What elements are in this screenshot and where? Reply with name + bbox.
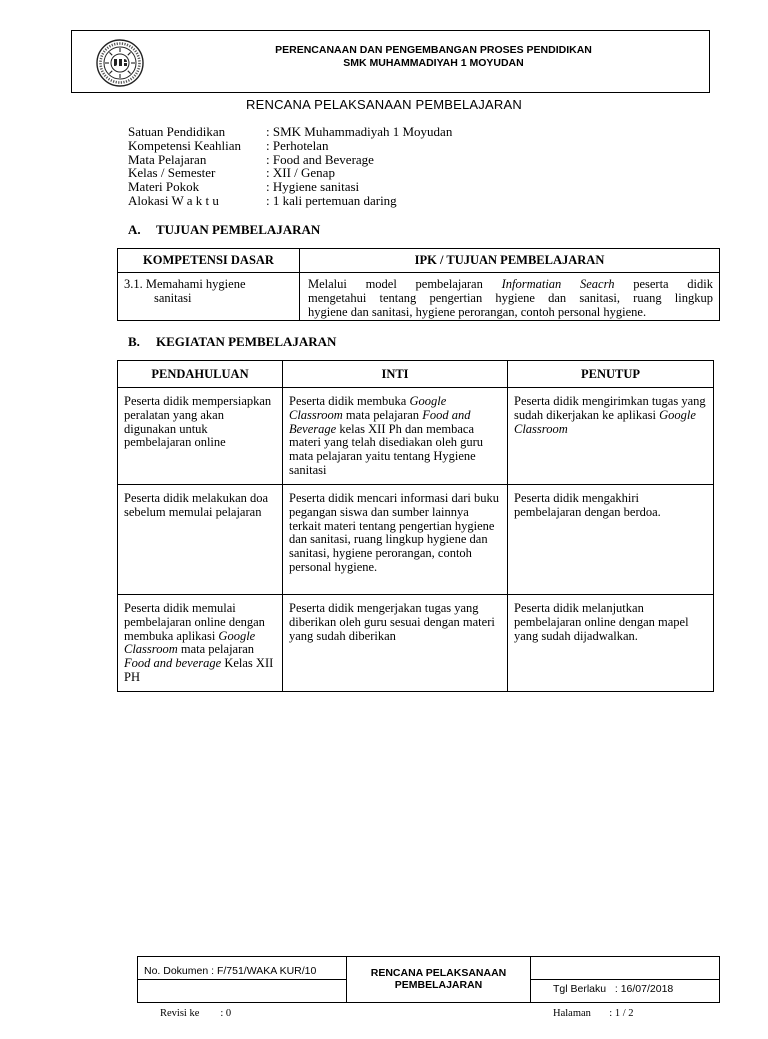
footer-revisi: Revisi ke : 0	[160, 1008, 232, 1019]
info-label: Mata Pelajaran	[128, 151, 207, 167]
table-row	[118, 273, 720, 321]
column-header-kompetensi: KOMPETENSI DASAR	[118, 249, 300, 273]
pendahuluan-cell: Peserta didik mempersiapkan peralatan yang akan digunakan untuk pembelajaran online	[118, 388, 283, 485]
header-line-1: PERENCANAAN DAN PENGEMBANGAN PROSES PENDIDIKAN	[275, 44, 592, 56]
ipk-line-2: mengetahui tentang pengertian hygiene dan sanitasi, ruang lingkup	[308, 291, 713, 305]
info-value: : Perhotelan	[266, 137, 329, 153]
info-label: Alokasi W a k t u	[128, 192, 219, 208]
section-b-title: KEGIATAN PEMBELAJARAN	[156, 334, 337, 349]
inti-text: kelas XII Ph dan membaca materi yang telah disediakan oleh guru mata pelajaran yaitu tentang Hygiene sanitasi	[289, 421, 484, 477]
table-header-row	[118, 249, 720, 273]
header-line-2: SMK MUHAMMADIYAH 1 MOYUDAN	[343, 57, 524, 69]
footer-halaman-cell	[531, 980, 719, 1019]
info-label: Kompetensi Keahlian	[128, 137, 241, 153]
inti-cell	[283, 388, 508, 485]
info-value: : Hygiene sanitasi	[266, 179, 360, 195]
ipk-text-1c: peserta didik	[614, 277, 713, 291]
ipk-cell	[300, 273, 720, 321]
column-header-pendahuluan: PENDAHULUAN	[118, 361, 283, 388]
kd-text-2: sanitasi	[154, 291, 192, 305]
inti-text: Peserta didik membuka	[289, 394, 410, 408]
tujuan-table	[117, 248, 720, 321]
document-footer	[137, 956, 720, 1019]
document-title: RENCANA PELAKSANAAN PEMBELAJARAN	[246, 97, 522, 112]
section-a-title: TUJUAN PEMBELAJARAN	[156, 222, 321, 237]
penutup-cell: Peserta didik melanjutkan pembelajaran online dengan mapel yang sudah dijadwalkan.	[508, 595, 714, 692]
pend-text: mata pelajaran	[177, 642, 255, 657]
footer-title-1: RENCANA PELAKSANAAN	[370, 967, 507, 979]
pend-app-name: Google Classroom	[124, 628, 256, 657]
info-value: : XII / Genap	[266, 165, 335, 181]
pend-subject-name: Food and beverage	[124, 656, 222, 671]
table-row	[118, 595, 714, 692]
pend-text: Peserta didik memulai pembelajaran online dengan membuka aplikasi	[124, 601, 265, 643]
info-label: Satuan Pendidikan	[128, 124, 226, 139]
inti-subject-name: Food and Beverage	[289, 407, 471, 436]
info-label: Kelas / Semester	[128, 165, 216, 181]
pend-text: Kelas XII PH	[124, 656, 274, 684]
info-value: : 1 kali pertemuan daring	[266, 192, 397, 208]
inti-cell: Peserta didik mengerjakan tugas yang diberikan oleh guru sesuai dengan materi yang sudah diberikan	[283, 595, 508, 692]
footer-tgl-cell	[531, 957, 719, 995]
inti-app-name: Google Classroom	[289, 394, 447, 422]
section-b-number: B.	[128, 334, 140, 349]
ipk-line-3: hygiene dan sanitasi, hygiene perorangan, contoh personal hygiene.	[308, 305, 647, 319]
ipk-line-1	[308, 277, 713, 291]
document-header	[71, 30, 710, 93]
kd-cell	[118, 273, 300, 321]
penutup-text: Peserta didik mengirimkan tugas yang sudah dikerjakan ke aplikasi	[514, 394, 706, 422]
footer-no-dokumen: No. Dokumen : F/751/WAKA KUR/10	[144, 965, 317, 977]
ipk-text-1a: Melalui model pembelajaran	[308, 277, 502, 291]
column-header-penutup: PENUTUP	[508, 361, 714, 388]
column-header-ipk: IPK / TUJUAN PEMBELAJARAN	[300, 249, 720, 273]
footer-tgl-berlaku: Tgl Berlaku : 16/07/2018	[553, 983, 674, 995]
footer-title-cell	[347, 957, 531, 1002]
penutup-app-name: Google Classroom	[514, 407, 696, 436]
inti-cell: Peserta didik mencari informasi dari buku pegangan siswa dan sumber lainnya terkait materi tentang pengertian hygiene dan sanitasi, ruang lingkup hygiene dan sanitasi, hygiene perorangan, contoh personal hygiene.	[283, 485, 508, 595]
penutup-cell	[508, 388, 714, 485]
section-a-number: A.	[128, 222, 141, 237]
ipk-text-1b: Informatian Seacrh	[501, 277, 615, 291]
header-title	[158, 44, 709, 70]
info-label: Materi Pokok	[128, 179, 200, 195]
logo-cell	[72, 31, 158, 92]
table-row	[118, 485, 714, 595]
section-a-heading	[128, 222, 320, 238]
section-b-heading	[128, 334, 336, 350]
footer-revisi-cell	[138, 980, 347, 1019]
info-value: : Food and Beverage	[266, 151, 374, 167]
footer-no-dokumen-cell	[138, 957, 347, 980]
kegiatan-table	[117, 360, 714, 692]
pendahuluan-cell: Peserta didik melakukan doa sebelum memulai pelajaran	[118, 485, 283, 595]
column-header-inti: INTI	[283, 361, 508, 388]
penutup-cell: Peserta didik mengakhiri pembelajaran dengan berdoa.	[508, 485, 714, 595]
footer-title-2: PEMBELAJARAN	[394, 979, 483, 991]
footer-halaman: Halaman : 1 / 2	[553, 1008, 634, 1019]
pendahuluan-cell	[118, 595, 283, 692]
info-value: : SMK Muhammadiyah 1 Moyudan	[266, 124, 453, 139]
kd-line-1	[124, 277, 295, 291]
table-row	[118, 388, 714, 485]
kd-text-1: Memahami hygiene	[145, 277, 246, 291]
inti-text: mata pelajaran	[342, 407, 423, 422]
school-logo-icon	[95, 38, 145, 88]
kd-number: 3.1.	[124, 277, 143, 291]
table-header-row	[118, 361, 714, 388]
